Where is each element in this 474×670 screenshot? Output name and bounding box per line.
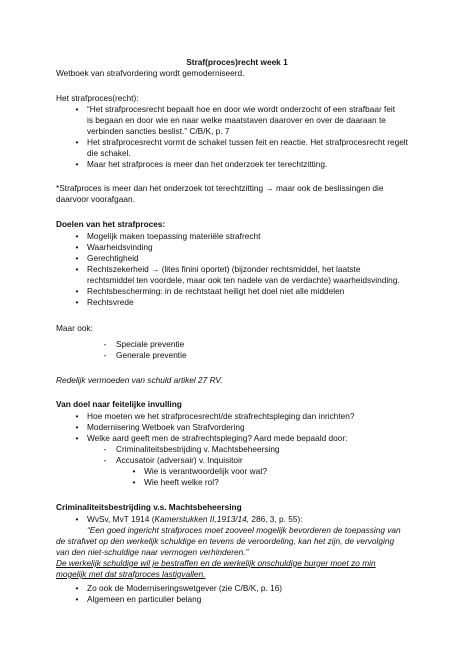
goal-item-continuation: rechtsmiddel ten voordele, maar ook ten nadele van de verdachte) waarheidsvinding. [87,275,400,285]
also-label: Maar ook: [56,323,93,333]
crime-heading: Criminaliteitsbestrijding v.s. Machtsbeheersing [56,502,242,512]
factual-heading: Van doel naar feitelijke invulling [56,399,182,409]
quote-line-2: de strafwet op den werkelijk schuldige en tevens de veroordeling, kan het zijn, de vervolging [56,536,395,546]
suspicion-note: Redelijk vermoeden van schuld artikel 27 RV. [56,375,223,385]
bullet-dot: • [75,583,79,593]
bullet-dot: • [75,159,79,169]
bullet-dot: • [75,514,79,524]
emphasis-line-2: mogelijk met dat strafproces lastigvallen. [56,569,206,579]
dash-bullet: - [103,350,107,360]
dash-bullet: - [103,444,107,454]
bullet-dot: • [75,104,79,114]
reference-suffix: 286, 3, p. 55): [249,514,303,524]
bullet-dot: • [75,594,79,604]
quote-line-3: van den niet-schuldige naar vermogen verhinderen.” [56,547,249,557]
bullet-dot: • [75,286,79,296]
definition-bullet-1-line-2: is begaan en door wie en naar welke maatstaven daarover en over de daaraan te [87,115,386,125]
bullet-dot: • [75,422,79,432]
goals-heading: Doelen van het strafproces: [56,219,166,229]
document-title: Straf(proces)recht week 1 [186,57,288,67]
crime-tail-item: Zo ook de Moderniseringswetgever (zie C/B/K, p. 16) [87,583,283,593]
crime-tail-item: Algemeen en particulier belang [87,594,202,604]
bullet-dot: • [75,411,79,421]
definition-bullet-1-line-1: “Het strafprocesrecht bepaalt hoe en door wie wordt onderzocht of een strafbaar feit [87,104,396,114]
factual-subsubitem: Wie heeft welke rol? [144,477,219,487]
quote-line-1: “Een goed ingericht strafproces moet zooveel mogelijk bevorderen de toepassing van [87,525,401,535]
crime-reference [87,514,303,525]
factual-subitem: Accusatoir (adversair) v. Inquisitoir [116,455,243,465]
dash-bullet: - [103,339,107,349]
bullet-dot: • [132,466,136,476]
definition-bullet-2-line-2: die schakel. [87,148,131,158]
goal-item: Waarheidsvinding [87,242,153,252]
also-item: Speciale preventie [116,339,185,349]
goal-item: Mogelijk maken toepassing materiële strafrecht [87,231,261,241]
factual-item: Modernisering Wetboek van Strafvordering [87,422,245,432]
factual-subsubitem: Wie is verantwoordelijk voor wat? [144,466,268,476]
reference-prefix: WvSv, MvT 1914 ( [87,514,155,524]
definition-heading: Het strafproces(recht): [56,93,139,103]
bullet-dot: • [75,264,79,274]
emphasis-line-1: De werkelijk schuldige wil je bestraffen en de werkelijk onschuldige burger moet zo min [56,558,376,568]
factual-subitem: Criminaliteitsbestrijding v. Machtsbeheersing [116,444,280,454]
definition-bullet-1-line-3: verbinden sancties beslist.” C/B/K, p. 7 [87,126,230,136]
definition-bullet-3: Maar het strafproces is meer dan het onderzoek ter terechtzitting. [87,159,328,169]
bullet-dot: • [75,137,79,147]
goal-item: Rechtszekerheid → (lites finini oportet) (bijzonder rechtsmiddel, het laatste [87,264,361,274]
bullet-dot: • [75,253,79,263]
factual-item: Hoe moeten we het strafprocesrecht/de strafrechtspleging dan inrichten? [87,411,355,421]
factual-item: Welke aard geeft men de strafrechtspleging? Aard mede bepaald door: [87,433,348,443]
bullet-dot: • [75,297,79,307]
bullet-dot: • [75,231,79,241]
also-item: Generale preventie [116,350,187,360]
definition-bullet-2-line-1: Het strafprocesrecht vormt de schakel tussen feit en reactie. Het strafprocesrecht regelt [87,137,408,147]
note-line-1: *Strafproces is meer dan het onderzoek tot terechtzitting → maar ook de beslissingen die [56,183,384,193]
goal-item: Gerechtigheid [87,253,139,263]
bullet-dot: • [75,242,79,252]
reference-source: Kamerstukken II,1913/14, [154,514,250,524]
note-line-2: daarvoor voorafgaan. [56,194,135,204]
dash-bullet: - [103,455,107,465]
goal-item: Rechtsbescherming: in de rechtstaat heiligt het doel niet alle middelen [87,286,345,296]
intro-text: Wetboek van strafvordering wordt gemoderniseerd. [56,68,245,78]
goal-item: Rechtsvrede [87,297,134,307]
bullet-dot: • [132,477,136,487]
bullet-dot: • [75,433,79,443]
